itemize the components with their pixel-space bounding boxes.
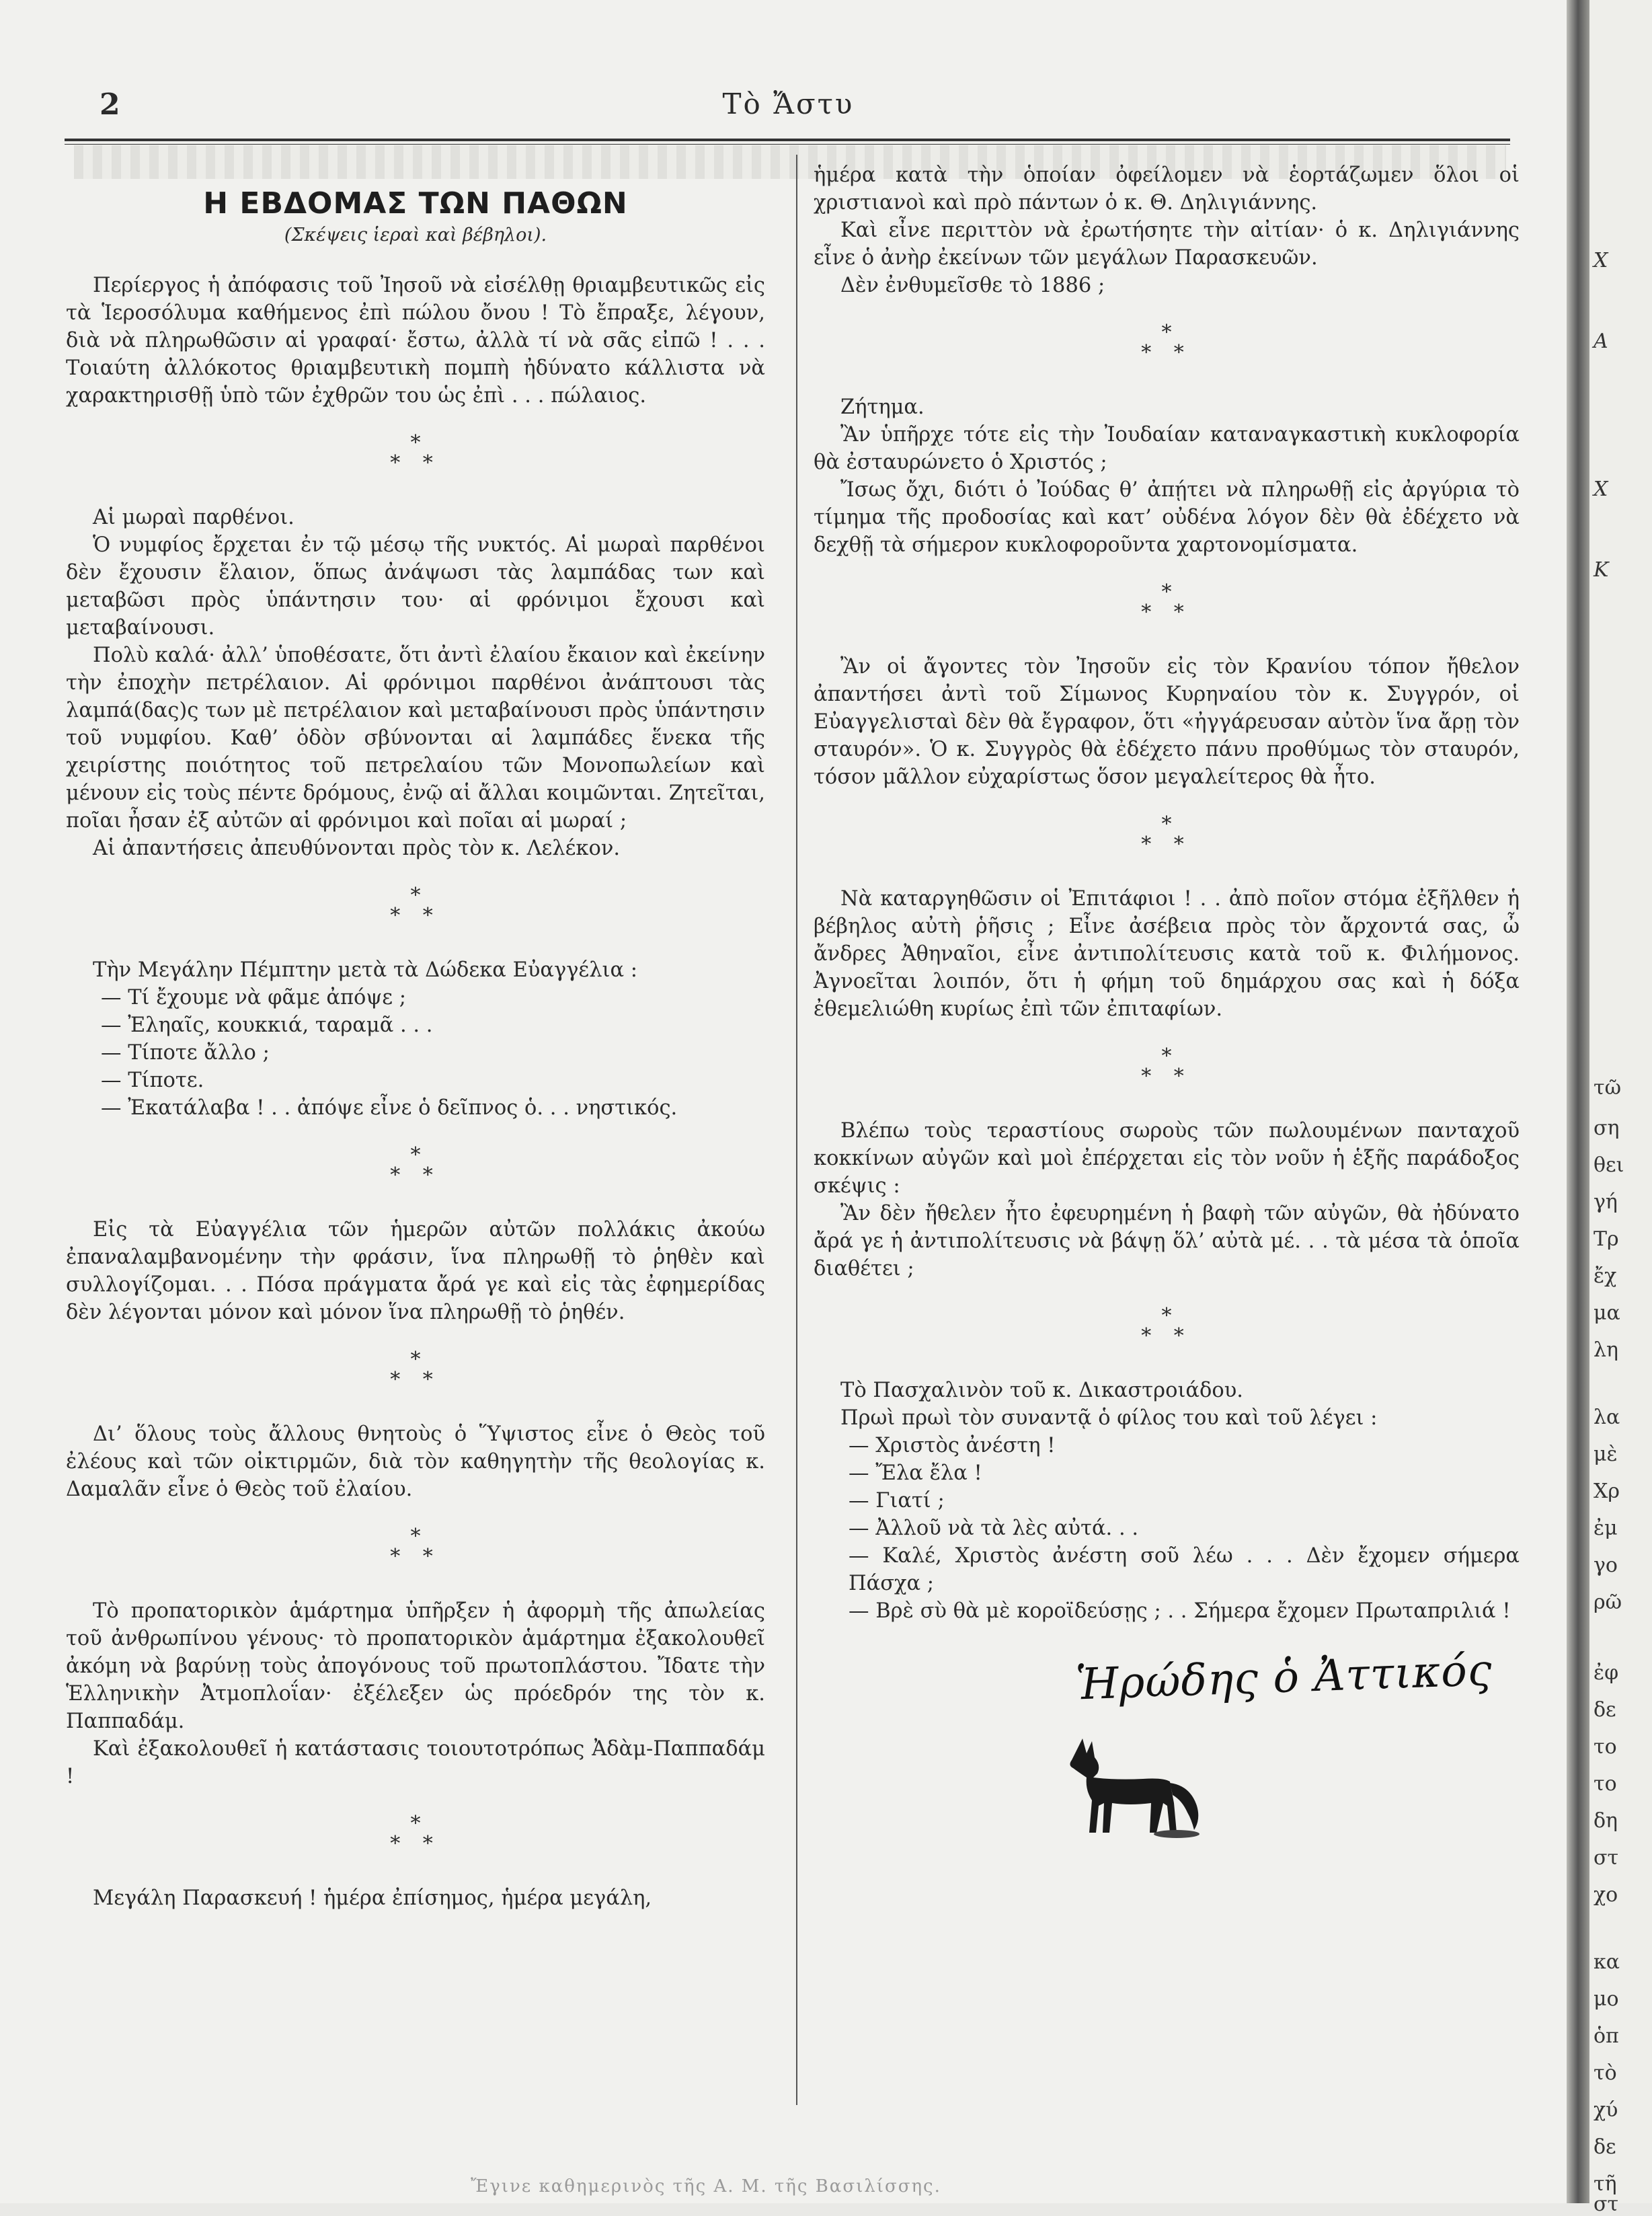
asterism-top: * <box>1161 812 1172 836</box>
asterism-bottom: * * <box>390 1368 441 1391</box>
dialogue-line: — Ἀλλοῦ νὰ τὰ λὲς αὐτά. . . <box>849 1517 1139 1540</box>
next-page-fragment: θει <box>1594 1153 1624 1177</box>
next-page-fragment: ὁπ <box>1594 2024 1619 2048</box>
next-page-fragment: τῶ <box>1594 1076 1622 1100</box>
paragraph: Ἂν δὲν ἤθελεν ἦτο ἐφευρημένη ἡ βαφὴ τῶν αὐγῶν, θὰ ἠδύνατο ἄρά γε ἡ ἀντιπολίτευσις νὰ βάψῃ ὅλ’ αὐτὰ μέ. . . τὰ μέσα τὰ ὁποῖα διαθέτει ; <box>814 1202 1520 1281</box>
page-gutter <box>1567 0 1589 2203</box>
paragraph: Αἱ ἀπαντήσεις ἀπευθύνονται πρὸς τὸν κ. Λελέκον. <box>93 837 621 860</box>
next-page-fragment: στ <box>1594 2192 1619 2216</box>
dialogue-line: — Χριστὸς ἀνέστη ! <box>849 1434 1056 1457</box>
next-page-fragment: δε <box>1594 1698 1616 1722</box>
dialogue-line: — Γιατί ; <box>849 1489 945 1513</box>
paragraph: Βλέπω τοὺς τεραστίους σωροὺς τῶν πωλουμένων πανταχοῦ κοκκίνων αὐγῶν καὶ μοὶ ἐπέρχεται εἰς τὸν νοῦν ἡ ἑξῆς παράδοξος σκέψις : <box>814 1119 1520 1198</box>
section-lead: Τὸ Πασχαλινὸν τοῦ κ. Δικαστροιάδου. <box>840 1379 1243 1402</box>
paragraph: Ἂν οἱ ἄγοντες τὸν Ἰησοῦν εἰς τὸν Κρανίου τόπον ἤθελον ἀπαντήσει ἀντὶ τοῦ Σίμωνος Κυρηναίου τὸν κ. Συγγρόν, οἱ Εὐαγγελισταὶ δὲν θὰ ἔγραφον, ὅτι «ἠγγάρευσαν αὐτὸν ἵνα ἄρῃ τὸν σταυρόν». Ὁ κ. Συγγρὸς θὰ ἐδέχετο πάνυ προθύμως τὸν σταυρόν, τόσον μᾶλλον εὐχαρίστως ὅσον μεγαλείτερος θὰ ἦτο. <box>814 655 1520 789</box>
next-page-fragment: χο <box>1594 1883 1618 1907</box>
section-asterism <box>814 806 1520 864</box>
asterism-top: * <box>410 1143 421 1167</box>
dialogue-line: — Τί ἔχουμε νὰ φᾶμε ἀπόψε ; <box>101 986 407 1009</box>
asterism-top: * <box>1161 1044 1172 1068</box>
dialogue-line: — Καλέ, Χριστὸς ἀνέστη σοῦ λέω . . . Δὲν ἔχομεν σήμερα Πάσχα ; <box>849 1544 1520 1595</box>
dialogue-line: — Βρὲ σὺ θὰ μὲ κοροϊδεύσῃς ; . . Σήμερα ἔχομεν Πρωταπριλιά ! <box>849 1599 1511 1623</box>
dialogue-line: — Τίποτε. <box>101 1069 204 1092</box>
paragraph: Πρωὶ πρωὶ τὸν συναντᾷ ὁ φίλος του καὶ τοῦ λέγει : <box>840 1406 1378 1430</box>
next-page-fragment: ἔχ <box>1594 1264 1617 1288</box>
asterism-bottom: * * <box>1141 833 1192 856</box>
next-page-fragment: χύ <box>1594 2098 1618 2122</box>
next-page-fragment: μο <box>1594 1987 1619 2011</box>
next-page-edge <box>1589 0 1652 2216</box>
asterism-bottom: * * <box>1141 1065 1192 1088</box>
paragraph: Ἴσως ὄχι, διότι ὁ Ἰούδας θ’ ἀπῄτει νὰ πληρωθῇ εἰς ἀργύρια τὸ τίμημα τῆς προδοσίας καὶ κατ’ οὐδένα λόγον δὲν θὰ ἐδέχετο νὰ δεχθῇ τὰ σήμερον κυκλοφοροῦντα χαρτονομίσματα. <box>814 478 1520 557</box>
asterism-top: * <box>410 431 421 455</box>
paragraph: Καὶ εἶνε περιττὸν νὰ ἐρωτήσητε τὴν αἰτίαν· ὁ κ. Δηλιγιάννης εἶνε ὁ ἀνὴρ ἐκείνων τῶν μεγάλων Παρασκευῶν. <box>814 219 1520 270</box>
paragraph: Πολὺ καλά· ἀλλ’ ὑποθέσατε, ὅτι ἀντὶ ἐλαίου ἔκαιον καὶ ἐκείνην τὴν ἐποχὴν πετρέλαιον. Αἱ φρόνιμοι παρθένοι ἀνάπτουσι τὰς λαμπά(δας)ς των μὲ πετρέλαιον καὶ μεταβαίνουσι πρὸς ὑπάντησιν τοῦ νυμφίου. Καθ’ ὁδὸν σβύνονται αἱ λαμπάδες ἕνεκα τῆς χειρίστης ποιότητος τοῦ πετρελαίου τῶν Μονοπωλείων καὶ μένουν εἰς τοὺς πέντε δρόμους, ἐνῷ αἱ ἄλλαι κοιμῶνται. Ζητεῖται, ποῖαι ἦσαν ἐξ αὐτῶν αἱ φρόνιμοι καὶ ποῖαι αἱ μωραί ; <box>66 644 765 833</box>
paragraph-continuation: ἡμέρα κατὰ τὴν ὁποίαν ὀφείλομεν νὰ ἑορτάζωμεν ὅλοι οἱ χριστιανοὶ καὶ πρὸ πάντων ὁ κ. Θ. Δηλιγιάννης. <box>814 163 1520 215</box>
section-asterism <box>814 1297 1520 1355</box>
dialogue-line: — Ἐκατάλαβα ! . . ἀπόψε εἶνε ὁ δεῖπνος ὁ. . . νηστικός. <box>101 1096 678 1120</box>
left-column <box>66 161 765 1912</box>
next-page-fragment: Χ <box>1594 477 1608 501</box>
header-rule <box>65 139 1510 145</box>
next-page-fragment: Χρ <box>1594 1480 1620 1503</box>
asterism-bottom: * * <box>390 451 441 475</box>
section-asterism <box>66 1805 765 1863</box>
next-page-fragment: λα <box>1594 1406 1620 1429</box>
paragraph: Δὲν ἐνθυμεῖσθε τὸ 1886 ; <box>840 274 1105 297</box>
dog-illustration-icon <box>1062 1739 1210 1839</box>
asterism-bottom: * * <box>390 1163 441 1187</box>
asterism-top: * <box>1161 580 1172 604</box>
section-asterism <box>66 1518 765 1576</box>
right-column <box>814 161 1520 1847</box>
next-page-fragment: στ <box>1594 1846 1619 1870</box>
paragraph: Τὸ προπατορικὸν ἁμάρτημα ὑπῆρξεν ἡ ἀφορμὴ τῆς ἀπωλείας τοῦ ἀνθρωπίνου γένους· τὸ προπατορικὸν ἁμάρτημα ἐξακολουθεῖ ἀκόμη νὰ βαρύνῃ τοὺς ἀπογόνους τοῦ πρωτοπλάστου. Ἴδατε τὴν Ἑλληνικὴν Ἀτμοπλοΐαν· ἐξέλεξεν ὡς πρόεδρόν της τὸν κ. Παππαδάμ. <box>66 1599 765 1733</box>
asterism-bottom: * * <box>1141 601 1192 624</box>
column-divider <box>796 155 797 2105</box>
section-lead: Τὴν Μεγάλην Πέμπτην μετὰ τὰ Δώδεκα Εὐαγγέλια : <box>93 958 638 982</box>
dialogue-line: — Ἐληαῖς, κουκκιά, ταραμᾶ . . . <box>101 1014 433 1037</box>
asterism-top: * <box>410 1812 421 1835</box>
section-asterism <box>66 877 765 935</box>
next-page-fragment: Τρ <box>1594 1227 1619 1251</box>
asterism-top: * <box>410 1348 421 1371</box>
next-page-fragment: τῆ <box>1594 2172 1617 2196</box>
next-page-fragment: λη <box>1594 1338 1618 1362</box>
paragraph: Εἰς τὰ Εὐαγγέλια τῶν ἡμερῶν αὐτῶν πολλάκις ἀκούω ἐπαναλαμβανομένην τὴν φράσιν, ἵνα πληρωθῇ τὸ ῥηθὲν καὶ συλλογίζομαι. . . Πόσα πράγματα ἄρά γε καὶ εἰς τὰς ἐφημερίδας δὲν λέγονται μόνον καὶ μόνον ἵνα πληρωθῇ τὸ ῥηθέν. <box>66 1218 765 1324</box>
section-asterism <box>814 314 1520 372</box>
paragraph: Ὁ νυμφίος ἔρχεται ἐν τῷ μέσῳ τῆς νυκτός. Αἱ μωραὶ παρθένοι δὲν ἔχουσιν ἔλαιον, ὅπως ἀνάψωσι τὰς λαμπάδας των καὶ μεταβῶσι πρὸς ὑπάντησιν του· αἱ φρόνιμοι ἔχουσι καὶ μεταβαίνουσι. <box>66 533 765 640</box>
author-signature: Ἡρώδης ὁ Ἀττικός <box>1074 1645 1493 1710</box>
next-page-fragment: δη <box>1594 1809 1618 1833</box>
section-lead: Ζήτημα. <box>840 395 925 419</box>
section-asterism <box>66 1137 765 1194</box>
next-page-fragment: το <box>1594 1735 1617 1759</box>
section-asterism <box>66 1341 765 1399</box>
next-page-fragment: ση <box>1594 1116 1620 1140</box>
paragraph: Ἂν ὑπῆρχε τότε εἰς τὴν Ἰουδαίαν καταναγκαστικὴ κυκλοφορία θὰ ἐσταυρώνετο ὁ Χριστός ; <box>814 423 1520 474</box>
paragraph: Καὶ ἐξακολουθεῖ ἡ κατάστασις τοιουτοτρόπως Ἀδὰμ-Παππαδάμ ! <box>66 1737 765 1788</box>
asterism-bottom: * * <box>390 904 441 927</box>
next-page-fragment: γο <box>1594 1554 1618 1577</box>
paragraph: Μεγάλη Παρασκευή ! ἡμέρα ἐπίσημος, ἡμέρα μεγάλη, <box>93 1886 652 1910</box>
page-number: 2 <box>100 87 120 122</box>
asterism-top: * <box>410 1525 421 1548</box>
next-page-fragment: ἐμ <box>1594 1517 1618 1540</box>
asterism-top: * <box>1161 1304 1172 1328</box>
section-asterism <box>814 574 1520 632</box>
paragraph: Περίεργος ἡ ἀπόφασις τοῦ Ἰησοῦ νὰ εἰσέλθῃ θριαμβευτικῶς εἰς τὰ Ἱεροσόλυμα καθήμενος ἐπὶ πώλου ὄνου ! Τὸ ἔπραξε, λέγουν, διὰ νὰ πληρωθῶσιν αἱ γραφαί· ἔστω, ἀλλὰ τί νὰ σᾶς εἰπῶ ! . . . Τοιαύτη ἀλλόκοτος θριαμβευτικὴ πομπὴ ἠδύνατο κάλλιστα νὰ χαρακτηρισθῇ ὑπὸ τῶν ἐχθρῶν του ὡς ἐπὶ . . . πώλαιος. <box>66 274 765 408</box>
asterism-bottom: * * <box>390 1545 441 1568</box>
next-page-fragment: ρῶ <box>1594 1591 1622 1614</box>
dialogue-line: — Τίποτε ἄλλο ; <box>101 1041 270 1065</box>
next-page-fragment: ἐφ <box>1594 1661 1619 1685</box>
paragraph: Νὰ καταργηθῶσιν οἱ Ἐπιτάφιοι ! . . ἀπὸ ποῖον στόμα ἐξῆλθεν ἡ βέβηλος αὐτὴ ῥῆσις ; Εἶνε ἀσέβεια πρὸς τὸν ἄρχοντά σας, ὦ ἄνδρες Ἀθηναῖοι, εἶνε ἀντιπολίτευσις κατὰ τοῦ κ. Φιλήμονος. Ἀγνοεῖται λοιπόν, ὅτι ἡ φήμη τοῦ δημάρχου σας καὶ ἡ δόξα ἐθεμελιώθη κυρίως ἐπὶ τῶν ἐπιταφίων. <box>814 887 1520 1021</box>
dialogue-line: — Ἔλα ἔλα ! <box>849 1461 982 1485</box>
next-page-fragment: Κ <box>1594 558 1609 582</box>
next-page-fragment: κα <box>1594 1950 1620 1974</box>
section-lead: Αἱ μωραὶ παρθένοι. <box>93 506 294 529</box>
running-title: Τὸ Ἄστυ <box>722 87 855 120</box>
asterism-bottom: * * <box>390 1832 441 1856</box>
next-page-fragment: μα <box>1594 1301 1620 1325</box>
next-page-fragment: Α <box>1594 330 1608 353</box>
next-page-fragment: δε <box>1594 2135 1616 2159</box>
asterism-top: * <box>1161 321 1172 344</box>
section-asterism <box>66 424 765 482</box>
asterism-top: * <box>410 884 421 907</box>
next-page-fragment: τὸ <box>1594 2061 1617 2085</box>
next-page-fragment: γή <box>1594 1190 1618 1214</box>
section-asterism <box>814 1038 1520 1096</box>
next-page-fragment: μὲ <box>1594 1443 1618 1466</box>
paragraph: Δι’ ὅλους τοὺς ἄλλους θνητοὺς ὁ Ὕψιστος εἶνε ὁ Θεὸς τοῦ ἐλέους καὶ τῶν οἰκτιρμῶν, διὰ τὸν καθηγητὴν τῆς θεολογίας κ. Δαμαλᾶν εἶνε ὁ Θεὸς τοῦ ἐλαίου. <box>66 1422 765 1501</box>
next-page-fragment: το <box>1594 1772 1617 1796</box>
asterism-bottom: * * <box>1141 341 1192 365</box>
next-page-fragment: Χ <box>1594 249 1608 272</box>
footer-bleedthrough: Ἔγινε καθημερινὸς τῆς Α. Μ. τῆς Βασιλίσσης. <box>471 2176 941 2196</box>
article-title: Η ΕΒΔΟΜΑΣ ΤΩΝ ΠΑΘΩΝ <box>203 186 628 221</box>
article-subtitle: (Σκέψεις ἱεραὶ καὶ βέβηλοι). <box>284 225 547 245</box>
asterism-bottom: * * <box>1141 1324 1192 1348</box>
